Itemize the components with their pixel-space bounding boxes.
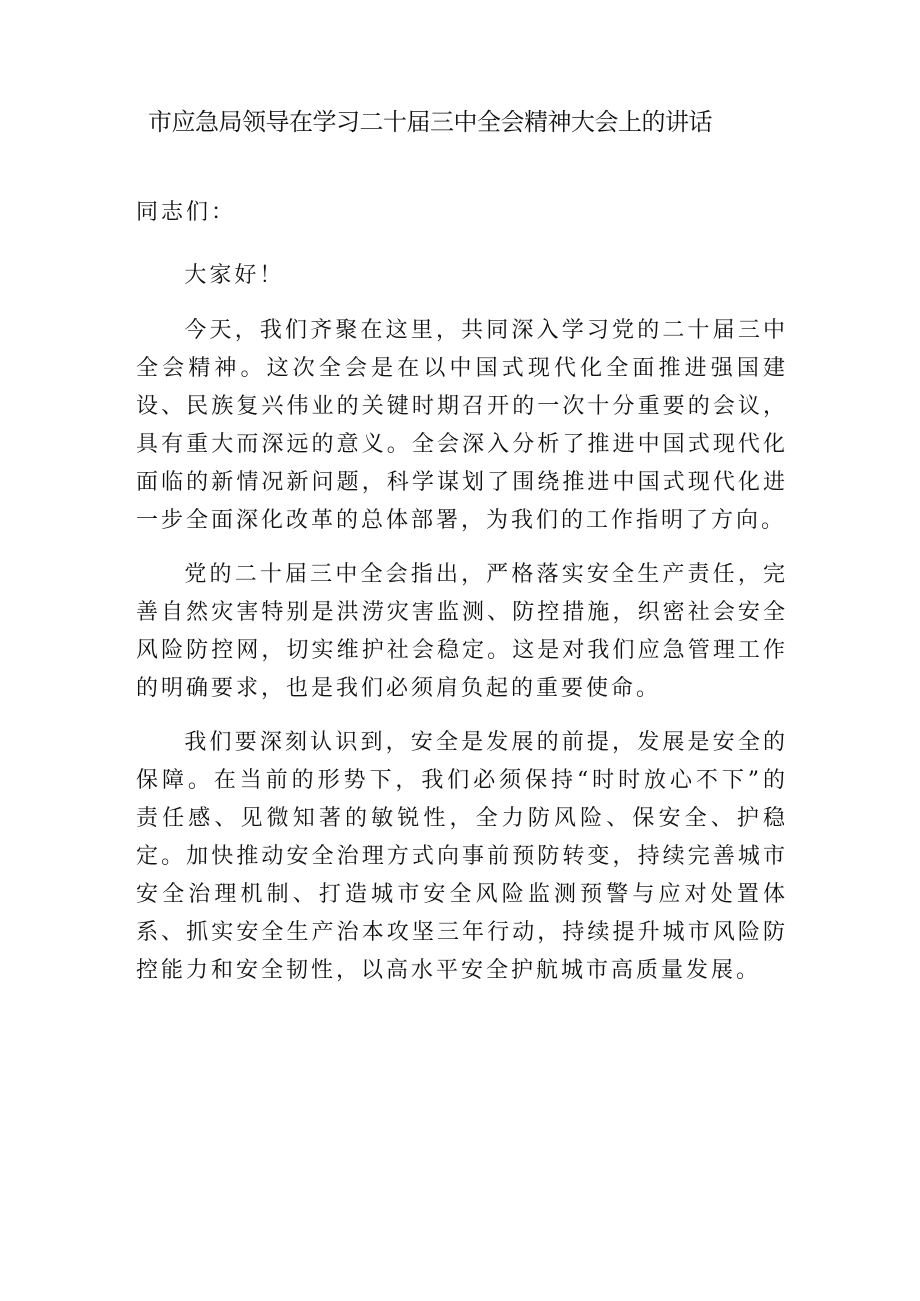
salutation: 同志们： [136,200,237,225]
paragraph-1: 今天，我们齐聚在这里，共同深入学习党的二十届三中全会精神。这次全会是在以中国式现代化全面推进强国建设、民族复兴伟业的关键时期召开的一次十分重要的会议，具有重大而深远的意义。全会深入分析了推进中国式现代化面临的新情况新问题，科学谋划了围绕推进中国式现代化进一步全面深化改革的总体部署，为我们的工作指明了方向。 [136,318,788,533]
paragraph-2: 党的二十届三中全会指出，严格落实安全生产责任，完善自然灾害特别是洪涝灾害监测、防控措施，织密社会安全风险防控网，切实维护社会稳定。这是对我们应急管理工作的明确要求，也是我们必须肩负起的重要使命。 [136,562,788,701]
document-title: 市应急局领导在学习二十届三中全会精神大会上的讲话 [148,108,712,136]
greeting: 大家好！ [184,263,285,288]
document-body [136,194,788,1006]
paragraph-3: 我们要深刻认识到，安全是发展的前提，发展是安全的保障。在当前的形势下，我们必须保持“时时放心不下”的责任感、见微知著的敏锐性，全力防风险、保安全、护稳定。加快推动安全治理方式向事前预防转变，持续完善城市安全治理机制、打造城市安全风险监测预警与应对处置体系、抓实安全生产治本攻坚三年行动，持续提升城市风险防控能力和安全韧性，以高水平安全护航城市高质量发展。 [136,730,788,983]
